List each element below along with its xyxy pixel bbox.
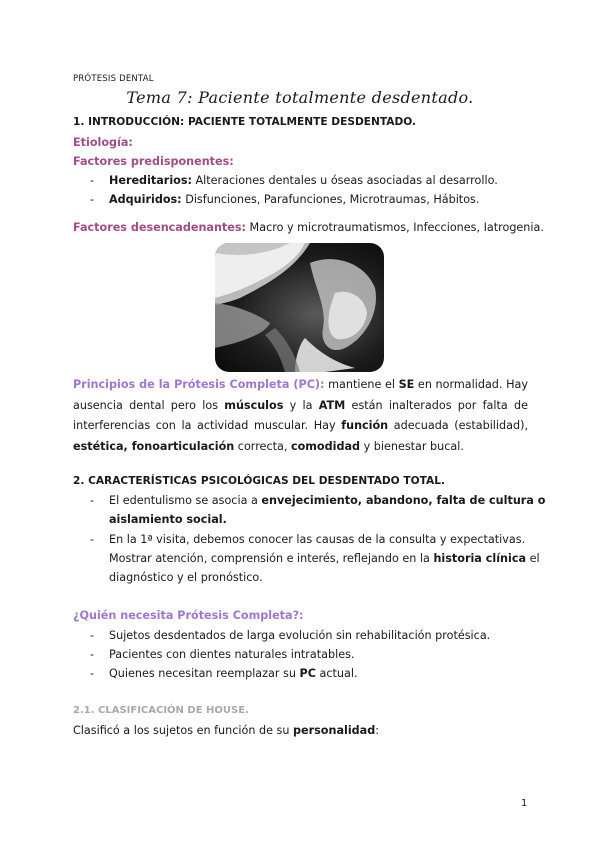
section-2-heading: 2. CARACTERÍSTICAS PSICOLÓGICAS DEL DESDENTADO TOTAL. (73, 475, 445, 487)
list-item-edentulismo-cont: aislamiento social. (109, 513, 227, 526)
principios-paragraph: Principios de la Prótesis Completa (PC): mantiene el SE en normalidad. Hay ausencia dental pero los músculos y la ATM están inalterados por falta de interferencias con la actividad muscular. Hay función adecuada (estabilidad), estética, fonoarticulación correcta, comodidad y bienestar bucal. (73, 378, 529, 453)
document-header: PRÓTESIS DENTAL (73, 74, 154, 84)
etiologia-label: Etiología: (73, 136, 133, 149)
list-item-visita-l2: Mostrar atención, comprensión e interés, reflejando en la historia clínica el (109, 552, 540, 565)
bullet-dash: - (90, 174, 95, 187)
desencadenantes-line (73, 221, 544, 234)
bullet-dash: - (90, 193, 95, 206)
desencadenantes-text: Macro y microtraumatismos, Infecciones, Iatrogenia. (246, 221, 544, 234)
xray-image (215, 243, 384, 372)
principios-label: Principios de la Prótesis Completa (PC): (73, 378, 325, 391)
item-term: Adquiridos: (109, 193, 182, 206)
xray-illustration (215, 243, 384, 372)
list-item-edentulismo: El edentulismo se asocia a envejecimiento, abandono, falta de cultura o (109, 494, 546, 507)
list-item-quien-1: Sujetos desdentados de larga evolución sin rehabilitación protésica. (109, 629, 491, 642)
page-title: Tema 7: Paciente totalmente desdentado. (126, 88, 474, 107)
item-text: Alteraciones dentales u óseas asociadas al desarrollo. (191, 174, 498, 187)
bullet-dash: - (90, 629, 95, 642)
list-item-visita-l1: En la 1ª visita, debemos conocer las causas de la consulta y expectativas. (109, 533, 526, 546)
bullet-dash: - (90, 533, 95, 546)
bullet-dash: - (90, 494, 95, 507)
list-item-visita-l3: diagnóstico y el pronóstico. (109, 571, 263, 584)
list-item-quien-2: Pacientes con dientes naturales intratables. (109, 648, 355, 661)
item-text: Disfunciones, Parafunciones, Microtraumas, Hábitos. (181, 193, 480, 206)
quien-heading: ¿Quién necesita Prótesis Completa?: (73, 609, 304, 622)
page-number: 1 (521, 798, 528, 809)
bullet-dash: - (90, 667, 95, 680)
item-term: Hereditarios: (109, 174, 192, 187)
list-item-adquiridos (109, 193, 479, 206)
bullet-dash: - (90, 648, 95, 661)
section-2-1-heading: 2.1. CLASIFICACIÓN DE HOUSE. (73, 705, 249, 716)
list-item-hereditarios (109, 174, 498, 187)
desencadenantes-label: Factores desencadenantes: (73, 221, 246, 234)
predisponentes-heading: Factores predisponentes: (73, 155, 234, 168)
list-item-quien-3: Quienes necesitan reemplazar su PC actual. (109, 667, 358, 680)
section-2-1-text: Clasificó a los sujetos en función de su personalidad: (73, 724, 380, 737)
section-1-heading: 1. INTRODUCCIÓN: PACIENTE TOTALMENTE DESDENTADO. (73, 116, 417, 128)
